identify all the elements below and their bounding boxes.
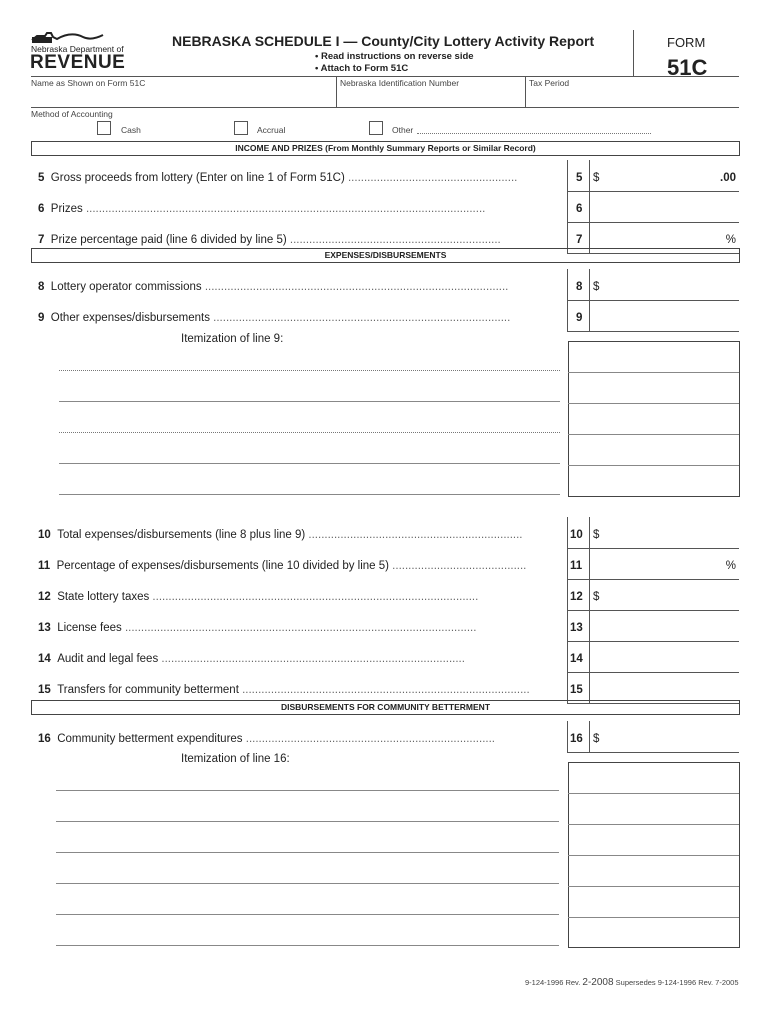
itemize-16-line-3[interactable] [56,852,559,853]
line-8-dollar-sign: $ [593,281,600,293]
cash-checkbox[interactable] [97,121,111,135]
line-11-label: 11 Percentage of expenses/disbursements (line 10 divided by line 5) .......................................... [38,560,527,572]
line-13-number-cell: 13 [570,622,583,634]
line-12-label: 12 State lottery taxes ...................................................................................................... [38,591,479,603]
line-10-number-cell: 10 [570,529,583,541]
other-input-line[interactable] [417,133,651,134]
name-label: Name as Shown on Form 51C [31,78,146,88]
logo-mark-icon [31,27,106,45]
cash-label: Cash [121,125,141,135]
line-16-amount-field[interactable] [591,721,738,751]
other-checkbox[interactable] [369,121,383,135]
line-5-dollar-sign: $ [593,172,600,184]
form-label: FORM [667,35,706,50]
accrual-label: Accrual [257,125,286,135]
agency-name: Nebraska Department of [31,44,124,54]
line-10-amount-field[interactable] [591,517,738,547]
itemize-9-line-4[interactable] [59,463,560,464]
itemize-line-9-label: Itemization of line 9: [181,333,284,345]
other-label: Other [392,125,414,135]
id-number-field[interactable] [338,88,524,106]
line-13-label: 13 License fees .............................................................................................................. [38,622,477,634]
line-16-dollar-sign: $ [593,733,600,745]
line-14-label: 14 Audit and legal fees ............................................................................................... [38,653,465,665]
itemize-9-line-1[interactable] [59,370,560,371]
line-6-amount-field[interactable] [591,191,738,221]
line-7-number-cell: 7 [576,234,583,246]
line-10-dollar-sign: $ [593,529,600,541]
form-revision: 9-124-1996 Rev. 2-2008 Supersedes 9-124-1996 Rev. 7-2005 [525,977,739,988]
name-field[interactable] [31,88,335,106]
line-12-number-cell: 12 [570,591,583,603]
line-5-amount-field[interactable] [591,160,738,190]
line-16-number-cell: 16 [570,733,583,745]
section-expenses: EXPENSES/DISBURSEMENTS [31,248,740,263]
tax-period-label: Tax Period [529,78,570,88]
line-14-number-cell: 14 [570,653,583,665]
accrual-checkbox[interactable] [234,121,248,135]
instruction-bullet-2: • Attach to Form 51C [315,63,409,74]
form-number: 51C [667,55,708,80]
id-number-label: Nebraska Identification Number [340,78,460,88]
line-11-amount-field[interactable] [591,548,738,578]
instruction-bullet-1: • Read instructions on reverse side [315,51,474,62]
itemize-9-amount-box[interactable] [568,341,740,497]
line-9-amount-field[interactable] [591,300,738,330]
line-12-amount-field[interactable] [591,579,738,609]
line-16-label: 16 Community betterment expenditures .............................................................................. [38,733,495,745]
itemize-16-line-5[interactable] [56,914,559,915]
line-5-number-cell: 5 [576,172,583,184]
itemize-16-line-6[interactable] [56,945,559,946]
method-label: Method of Accounting [31,109,113,119]
line-13-amount-field[interactable] [591,610,738,640]
form-title: NEBRASKA SCHEDULE I — County/City Lottery Activity Report [172,33,595,49]
agency-revenue: REVENUE [30,52,126,73]
line-9-number-cell: 9 [576,312,583,324]
section-income: INCOME AND PRIZES (From Monthly Summary Reports or Similar Record) [31,141,740,156]
form-number-divider [633,30,634,77]
line-15-amount-field[interactable] [591,672,738,702]
line-15-number-cell: 15 [570,684,583,696]
line-12-dollar-sign: $ [593,591,600,603]
itemize-line-16-label: Itemization of line 16: [181,753,290,765]
line-8-number-cell: 8 [576,281,583,293]
section-betterment: DISBURSEMENTS FOR COMMUNITY BETTERMENT [31,700,740,715]
itemize-9-line-5[interactable] [59,494,560,495]
line-11-number-cell: 11 [570,560,583,572]
itemize-16-line-1[interactable] [56,790,559,791]
header-rule [31,76,739,77]
line-7-suffix: % [725,234,736,246]
line-6-number-cell: 6 [576,203,583,215]
line-5-suffix: .00 [720,172,736,184]
line-9-label: 9 Other expenses/disbursements ............................................................................................. [38,312,511,324]
line-7-label: 7 Prize percentage paid (line 6 divided by line 5) .................................................................. [38,234,501,246]
itemize-16-line-4[interactable] [56,883,559,884]
itemize-9-line-2[interactable] [59,401,560,402]
line-5-label: 5 Gross proceeds from lottery (Enter on line 1 of Form 51C) ..................................................... [38,172,518,184]
line-15-label: 15 Transfers for community betterment .......................................................................................... [38,684,530,696]
line-11-suffix: % [725,560,736,572]
tax-period-field[interactable] [527,88,738,106]
itemize-9-line-3[interactable] [59,432,560,433]
line-6-label: 6 Prizes ............................................................................................................................. [38,203,486,215]
line-10-label: 10 Total expenses/disbursements (line 8 plus line 9) ................................................................... [38,529,523,541]
line-14-amount-field[interactable] [591,641,738,671]
line-8-amount-field[interactable] [591,269,738,299]
line-8-label: 8 Lottery operator commissions ............................................................................................... [38,281,509,293]
itemize-16-line-2[interactable] [56,821,559,822]
